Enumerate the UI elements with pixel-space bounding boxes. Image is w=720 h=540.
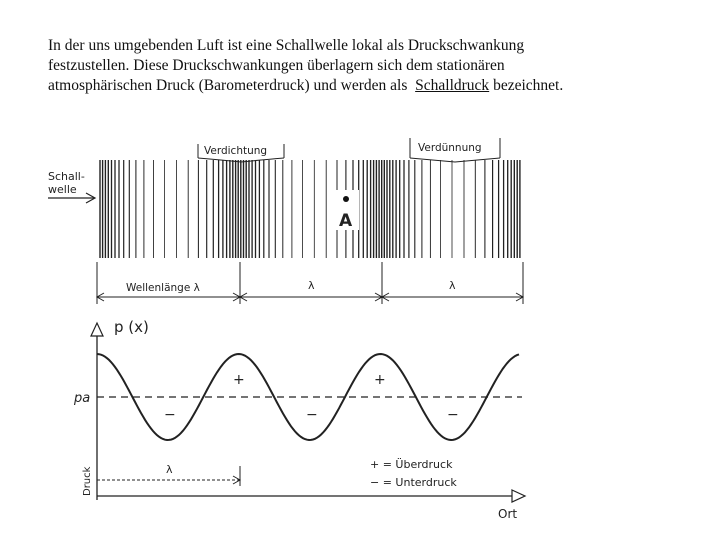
- minus-sign-2: −: [306, 407, 318, 423]
- plus-sign-1: +: [233, 372, 245, 388]
- plus-sign-2: +: [374, 372, 386, 388]
- verduennung-label: Verdünnung: [418, 142, 482, 154]
- verdichtung-label: Verdichtung: [204, 145, 268, 157]
- legend-ueberdruck: + = Überdruck: [370, 458, 453, 471]
- lambda-label-3: λ: [449, 279, 456, 292]
- x-axis: [97, 490, 525, 502]
- schallwelle-label-line1: Schall-: [48, 170, 85, 183]
- y-axis-label: p (x): [114, 318, 149, 336]
- wavelength-label: Wellenlänge λ: [126, 282, 200, 294]
- lambda-label-2: λ: [308, 279, 315, 292]
- intro-line-2: festzustellen. Diese Druckschwankungen überlagern sich dem stationären: [48, 57, 505, 74]
- lower-lambda-label: λ: [166, 463, 173, 476]
- druck-axis-label: Druck: [82, 466, 93, 496]
- point-a-label: A: [339, 211, 353, 231]
- schalldruck-term: Schalldruck: [415, 77, 490, 94]
- intro-line-1: In der uns umgebenden Luft ist eine Schallwelle lokal als Druckschwankung: [48, 37, 525, 54]
- minus-sign-1: −: [164, 407, 176, 423]
- legend-unterdruck: − = Unterdruck: [370, 476, 457, 489]
- intro-line-3-post: bezeichnet.: [493, 77, 564, 94]
- x-axis-label: Ort: [498, 507, 518, 521]
- intro-line-3-pre: atmosphärischen Druck (Barometerdruck) und werden als: [48, 77, 408, 94]
- minus-sign-3: −: [447, 407, 459, 423]
- pressure-lines: [100, 160, 520, 258]
- schallwelle-label-line2: welle: [48, 183, 77, 196]
- pa-label: pa: [74, 391, 91, 406]
